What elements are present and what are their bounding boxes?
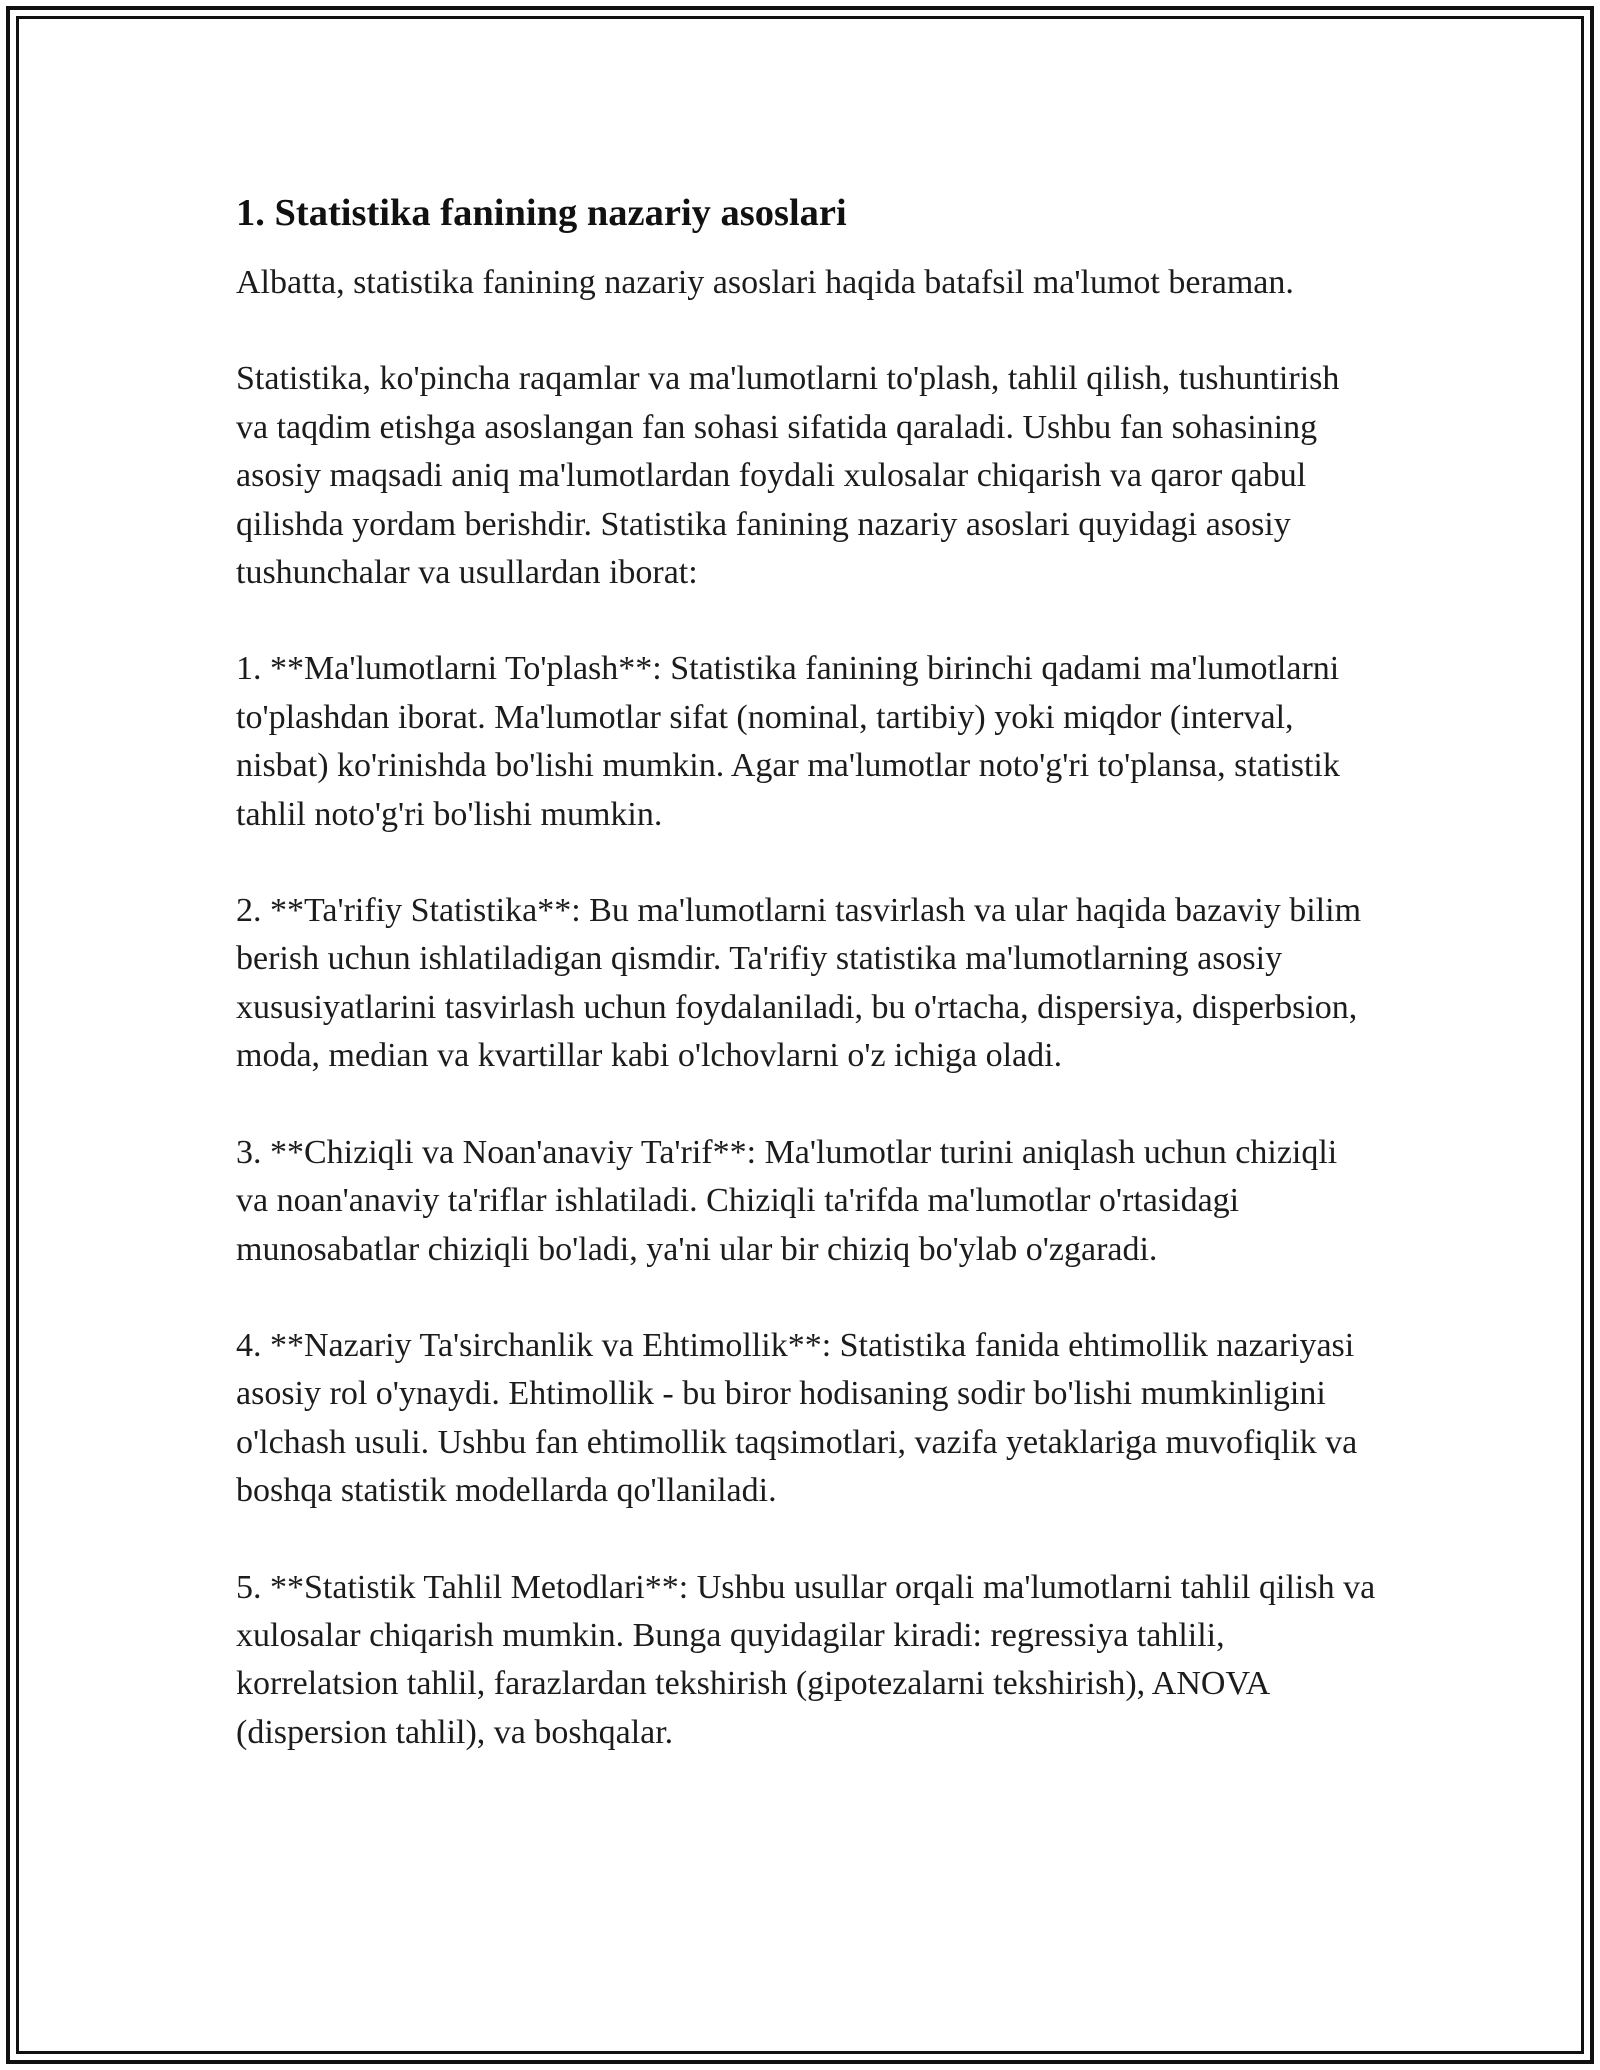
list-item-probability: 4. **Nazariy Ta'sirchanlik va Ehtimollik**: Statistika fanida ehtimollik nazariyasi asosiy rol o'ynaydi. Ehtimollik - bu biror hodisaning sodir bo'lishi mumkinligini o'lchash usuli. Ushbu fan ehtimollik taqsimotlari, vazifa yetaklariga muvofiqlik va boshqa statistik modellarda qo'llaniladi. (236, 1326, 1358, 1510)
list-item-linear-definition: 3. **Chiziqli va Noan'anaviy Ta'rif**: Ma'lumotlar turini aniqlash uchun chiziqli va noan'anaviy ta'riflar ishlatiladi. Chiziqli ta'rifda ma'lumotlar o'rtasidagi munosabatlar chiziqli bo'ladi, ya'ni ular bir chiziq bo'ylab o'zgaradi. (236, 1133, 1338, 1268)
document-body (236, 185, 1376, 1805)
intro-paragraph: Albatta, statistika fanining nazariy asoslari haqida batafsil ma'lumot beraman. (236, 264, 1294, 301)
list-item-descriptive-statistics: 2. **Ta'rifiy Statistika**: Bu ma'lumotlarni tasvirlash va ular haqida bazaviy bilim berish uchun ishlatiladigan qismdir. Ta'rifiy statistika ma'lumotlarning asosiy xususiyatlarini tasvirlash uchun foydalaniladi, bu o'rtacha, dispersiya, disperbsion, moda, median va kvartillar kabi o'lchovlarni o'z ichiga oladi. (236, 892, 1362, 1075)
list-item-data-collection: 1. **Ma'lumotlarni To'plash**: Statistika fanining birinchi qadami ma'lumotlarni to'plashdan iborat. Ma'lumotlar sifat (nominal, tartibiy) yoki miqdor (interval, nisbat) ko'rinishda bo'lishi mumkin. Agar ma'lumotlar noto'g'ri to'plansa, statistik tahlil noto'g'ri bo'lishi mumkin. (236, 650, 1340, 833)
list-item-analysis-methods: 5. **Statistik Tahlil Metodlari**: Ushbu usullar orqali ma'lumotlarni tahlil qilish va xulosalar chiqarish mumkin. Bunga quyidagilar kiradi: regressiya tahlili, korrelatsion tahlil, farazlardan tekshirish (gipotezalarni tekshirish), ANOVA (dispersion tahlil), va boshqalar. (236, 1568, 1376, 1751)
overview-paragraph: Statistika, ko'pincha raqamlar va ma'lumotlarni to'plash, tahlil qilish, tushuntirish va taqdim etishga asoslangan fan sohasi sifatida qaraladi. Ushbu fan sohasining asosiy maqsadi aniq ma'lumotlardan foydali xulosalar chiqarish va qaror qabul qilishda yordam berishdir. Statistika fanining nazariy asoslari quyidagi asosiy tushunchalar va usullardan iborat: (236, 360, 1340, 592)
document-title: 1. Statistika fanining nazariy asoslari (236, 192, 847, 234)
